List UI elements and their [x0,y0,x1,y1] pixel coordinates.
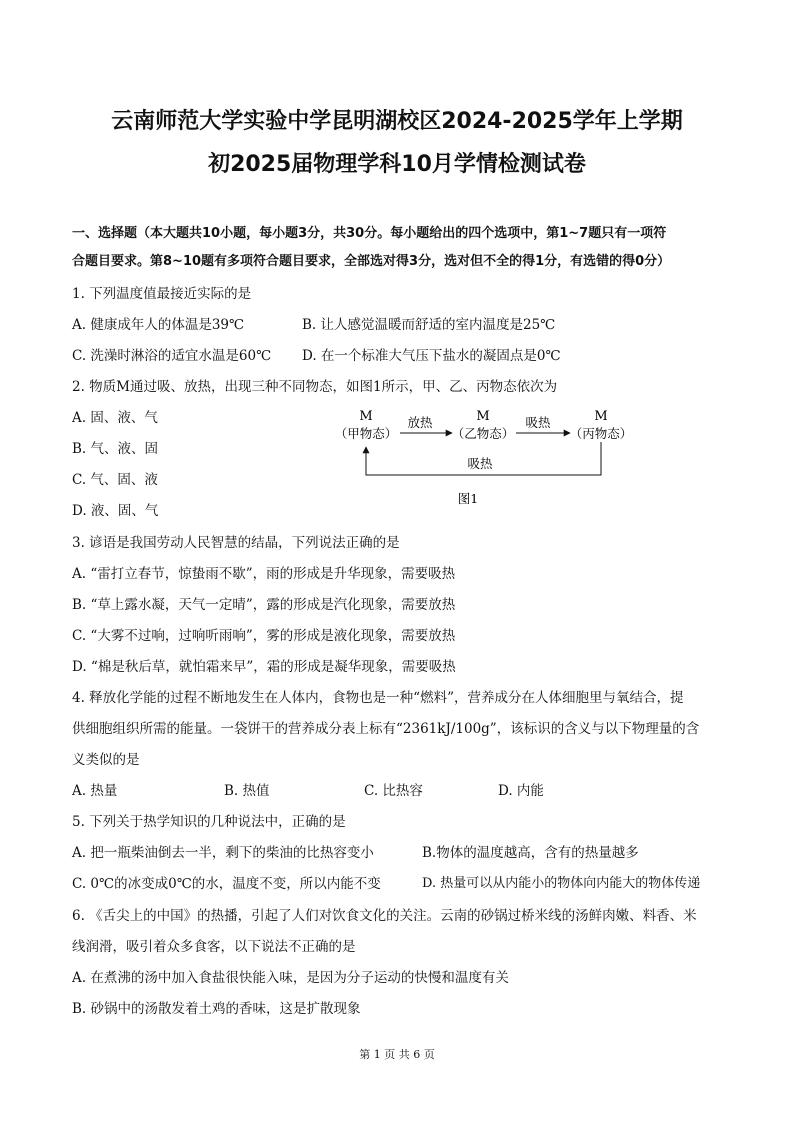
q4-option-d: D. 内能 [498,783,544,799]
q4-stem-line2: 供细胞组织所需的能量。一袋饼干的营养成分表上标有“2361kJ/100g”，该标识的含义与以下物理量的含 [72,721,700,737]
fig-state-jia: （甲物态） [334,426,398,441]
q2-option-d: D. 液、固、气 [72,503,159,519]
q6-stem-line1: 6. 《舌尖上的中国》的热播，引起了人们对饮食文化的关注。云南的砂锅过桥米线的汤鲜肉嫩、料香、米 [72,908,697,924]
fig-arrow-label-xire-1: 吸热 [525,415,551,430]
q1-option-a: A. 健康成年人的体温是39℃ [72,317,245,333]
fig-arrow-label-xire-2: 吸热 [467,456,493,471]
q4-option-a: A. 热量 [72,783,118,799]
q3-option-b: B. “草上露水凝，天气一定晴”，露的形成是汽化现象，需要放热 [72,597,456,613]
q1-option-d: D. 在一个标准大气压下盐水的凝固点是0℃ [302,348,561,364]
section1-instructions-line1: 一、选择题（本大题共10小题，每小题3分，共30分。每小题给出的四个选项中，第1~7题只有一项符 [72,226,667,241]
figure-1-state-diagram [330,400,640,510]
q5-option-b: B.物体的温度越高，含有的热量越多 [422,845,639,861]
fig-arrow-label-fangre: 放热 [407,415,433,430]
fig-state-yi: （乙物态） [451,426,515,441]
q2-stem: 2. 物质M通过吸、放热，出现三种不同物态，如图1所示，甲、乙、丙物态依次为 [72,379,558,395]
q3-option-a: A. “雷打立春节，惊蛰雨不歇”，雨的形成是升华现象，需要吸热 [72,566,456,582]
q6-option-a: A. 在煮沸的汤中加入食盐很快能入味，是因为分子运动的快慢和温度有关 [72,970,509,986]
section1-instructions-line2: 合题目要求。第8~10题有多项符合题目要求，全部选对得3分，选对但不全的得1分，有选错的得0分） [72,254,671,269]
q2-option-a: A. 固、液、气 [72,410,158,426]
page-title-line2: 初2025届物理学科10月学情检测试卷 [208,152,586,177]
q6-option-b: B. 砂锅中的汤散发着土鸡的香味，这是扩散现象 [72,1001,361,1017]
fig-m-jia: M [359,409,373,424]
q4-stem-line1: 4. 释放化学能的过程不断地发生在人体内，食物也是一种“燃料”，营养成分在人体细胞里与氧结合，提 [72,690,684,706]
page-footer: 第 1 页 共 6 页 [359,1048,435,1061]
fig-state-bing: （丙物态） [569,426,633,441]
q4-option-b: B. 热值 [224,783,270,799]
q3-option-c: C. “大雾不过响，过响听雨响”，雾的形成是液化现象，需要放热 [72,628,456,644]
q1-stem: 1. 下列温度值最接近实际的是 [72,286,252,302]
q1-option-b: B. 让人感觉温暖而舒适的室内温度是25℃ [302,317,556,333]
q3-stem: 3. 谚语是我国劳动人民智慧的结晶，下列说法正确的是 [72,535,400,551]
q2-option-b: B. 气、液、固 [72,441,159,457]
q5-option-d: D. 热量可以从内能小的物体向内能大的物体传递 [422,876,701,891]
q6-stem-line2: 线润滑，吸引着众多食客，以下说法不正确的是 [72,939,356,955]
fig-caption: 图1 [457,491,479,506]
q2-option-c: C. 气、固、液 [72,472,158,488]
page-title-line1: 云南师范大学实验中学昆明湖校区2024-2025学年上学期 [111,109,683,134]
q4-option-c: C. 比热容 [364,783,423,799]
q4-stem-line3: 义类似的是 [72,752,140,768]
q5-stem: 5. 下列关于热学知识的几种说法中，正确的是 [72,814,346,830]
q5-option-c: C. 0℃的冰变成0℃的水，温度不变，所以内能不变 [72,876,381,892]
fig-m-bing: M [594,409,608,424]
q3-option-d: D. “棉是秋后草，就怕霜来早”，霜的形成是凝华现象，需要吸热 [72,659,456,675]
q1-option-c: C. 洗澡时淋浴的适宜水温是60℃ [72,348,272,364]
q5-option-a: A. 把一瓶柴油倒去一半，剩下的柴油的比热容变小 [72,845,374,861]
fig-m-yi: M [476,409,490,424]
